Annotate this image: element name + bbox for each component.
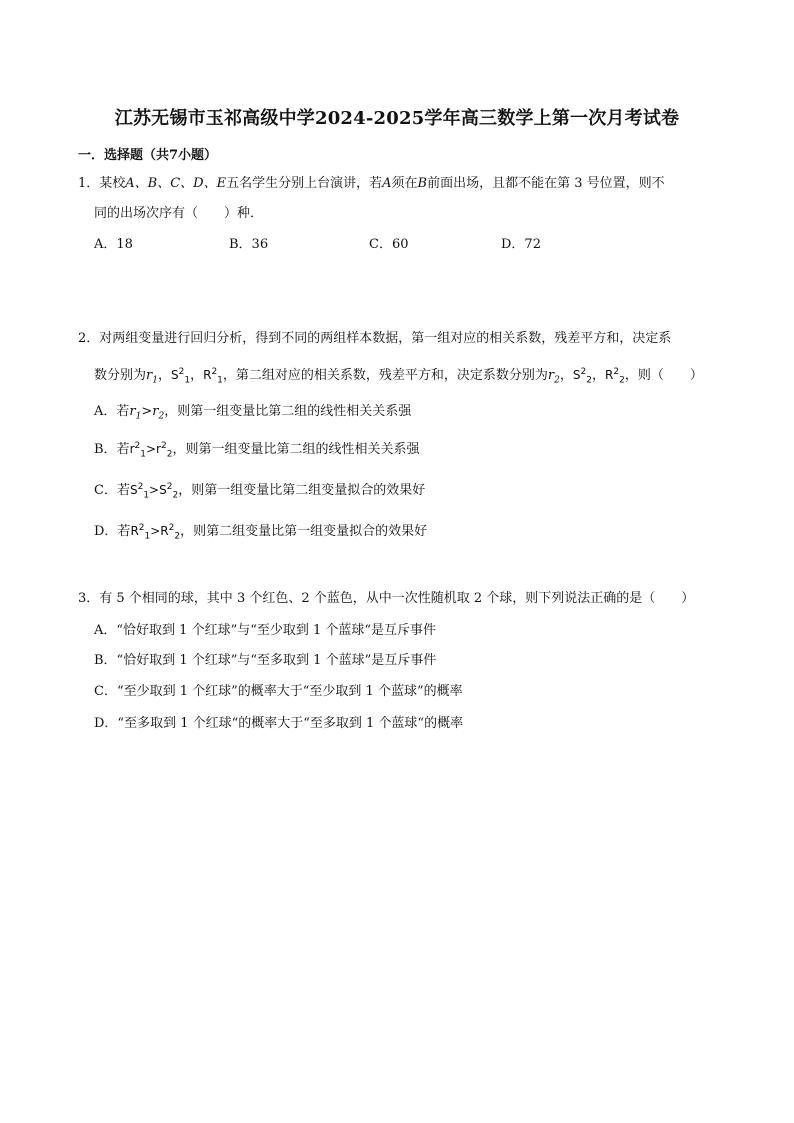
q2-option-d: D．若$R^2_1>R^2_2$，则第二组变量比第一组变量拟合的效果好 <box>94 523 428 542</box>
math-s1sq-gt-s2sq: $S^2_1>S^2_2$ <box>129 482 179 501</box>
q2-line2: 数分别为$r_1$，$S^2_1$，$R^2_1$，第二组对应的相关系数，残差平方和，决定系数分别为$r_2$，$S^2_2$，$R^2_2$，则（ ） <box>94 367 703 386</box>
q1-option-c: C．60 <box>369 237 409 252</box>
q2-option-c: C．若$S^2_1>S^2_2$，则第一组变量比第二组变量拟合的效果好 <box>94 482 426 501</box>
math-R2-squared: $R^2_2$ <box>605 367 625 386</box>
q2-line1: 2．对两组变量进行回归分析，得到不同的两组样本数据，第一组对应的相关系数，残差平方和，决定系 <box>78 331 672 346</box>
q3-line1: 3．有 5 个相同的球，其中 3 个红色、2 个蓝色，从中一次性随机取 2 个球，则下列说法正确的是（ ） <box>78 591 695 606</box>
q1-line2: 同的出场次序有（ ）种． <box>94 206 264 221</box>
section-heading: 一．选择题（共7小题） <box>78 148 218 163</box>
q1-line1: 1．某校A、B、C、D、E五名学生分别上台演讲，若A须在B前面出场，且都不能在第 3 号位置，则不 <box>78 176 665 191</box>
math-r2: $r_2$ <box>547 368 560 386</box>
q2-option-b: B．若$r^2_1>r^2_2$，则第一组变量比第二组的线性相关关系强 <box>94 441 420 460</box>
page-title: 江苏无锡市玉祁高级中学2024-2025学年高三数学上第一次月考试卷 <box>114 108 680 129</box>
q3-option-d: D．“至多取到 1 个红球“的概率大于“至多取到 1 个蓝球“的概率 <box>94 716 464 731</box>
math-R1-squared: $R^2_1$ <box>203 367 223 386</box>
q3-option-a: A．“恰好取到 1 个红球”与“至少取到 1 个蓝球“是互斥事件 <box>94 623 437 638</box>
q3-option-c: C．“至少取到 1 个红球”的概率大于“至少取到 1 个蓝球”的概率 <box>94 684 463 699</box>
q3-option-b: B．“恰好取到 1 个红球”与“至多取到 1 个蓝球”是互斥事件 <box>94 653 437 668</box>
math-r1: $r_1$ <box>146 368 158 386</box>
q1-option-b: B．36 <box>229 237 269 252</box>
math-s2-squared: $S^2_2$ <box>572 367 592 386</box>
q1-option-d: D．72 <box>501 237 541 252</box>
q2-option-a: A．若$r_1>r_2$，则第一组变量比第二组的线性相关关系强 <box>94 404 412 422</box>
math-s1-squared: $S^2_1$ <box>170 367 191 386</box>
math-R1sq-gt-R2sq: $R^2_1>R^2_2$ <box>130 523 181 542</box>
math-r1-gt-r2: $r_1>r_2$ <box>129 404 165 422</box>
q1-vars: A、B、C、D、E <box>125 176 227 191</box>
math-r1sq-gt-r2sq: $r^2_1>r^2_2$ <box>129 441 173 460</box>
q1-option-a: A．18 <box>94 237 133 252</box>
